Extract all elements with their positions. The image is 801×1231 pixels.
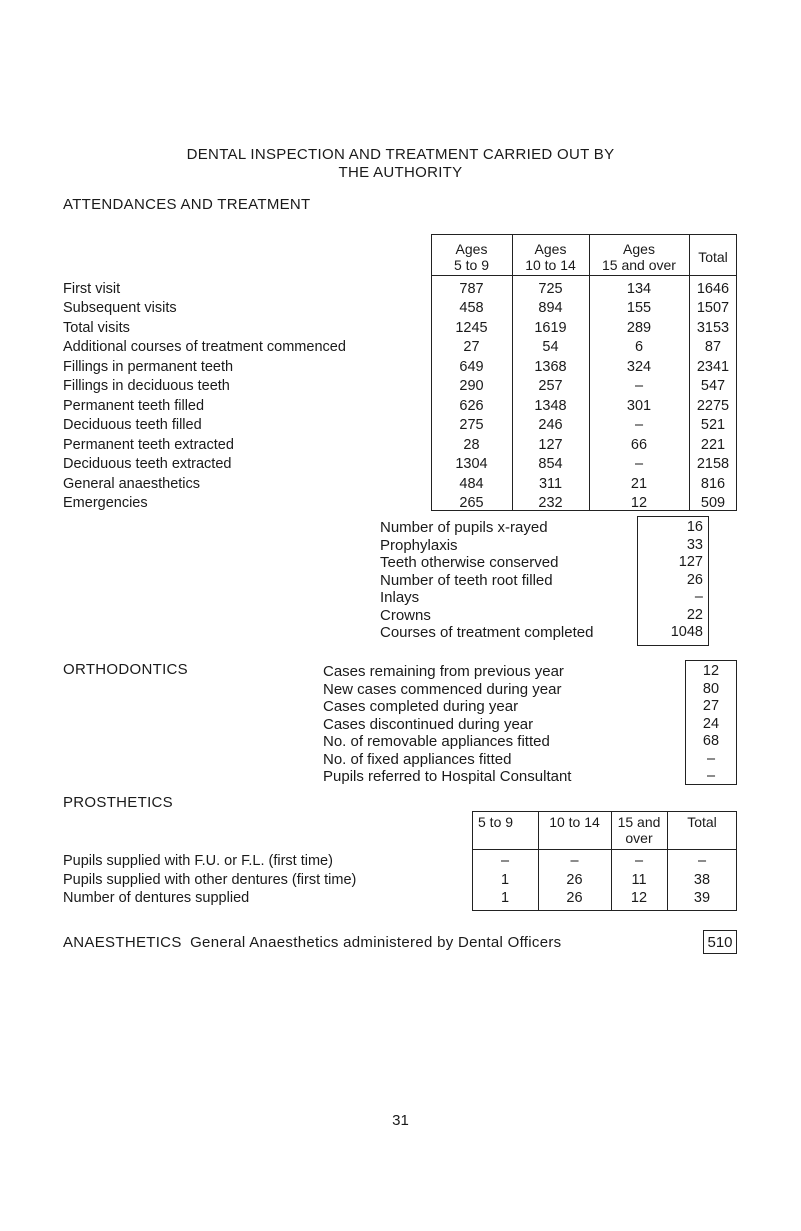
table-cell: 54	[542, 339, 559, 355]
prosthetics-row-label: Number of dentures supplied	[63, 890, 250, 906]
orthodontics-heading: ORTHODONTICS	[63, 661, 188, 678]
table-cell: 2275	[696, 398, 730, 414]
table-cell: 246	[538, 417, 563, 433]
table-cell: 1245	[455, 320, 488, 336]
table-row-label: Permanent teeth extracted	[63, 437, 234, 453]
table-cell: 289	[626, 320, 652, 336]
table-cell: 290	[459, 378, 484, 394]
prosthetics-heading: PROSTHETICS	[63, 794, 173, 811]
table-cell: 28	[463, 437, 480, 453]
prosthetics-cell: 38	[693, 872, 711, 888]
prosthetics-col-header: Total	[687, 814, 717, 830]
orthodontics-row-label: Pupils referred to Hospital Consultant	[323, 768, 572, 785]
summary-row-value: –	[694, 589, 703, 605]
orthodontics-row-value: 80	[702, 681, 720, 697]
table-cell: 626	[459, 398, 484, 414]
table-cell: –	[634, 417, 644, 433]
table-cell: –	[634, 456, 644, 472]
prosthetics-cell: –	[500, 853, 510, 869]
table-row-label: Fillings in permanent teeth	[63, 359, 234, 375]
summary-row-label: Crowns	[380, 607, 431, 624]
table-cell: 221	[700, 437, 726, 453]
anaesthetics-line	[63, 934, 561, 951]
table-cell: 1646	[696, 281, 730, 297]
table-cell: 257	[538, 378, 563, 394]
table-cell: 155	[626, 300, 652, 316]
attendances-heading: ATTENDANCES AND TREATMENT	[63, 196, 311, 213]
table-cell: 27	[463, 339, 480, 355]
table-cell: 66	[630, 437, 648, 453]
table-cell: 1348	[534, 398, 567, 414]
orthodontics-row-label: Cases completed during year	[323, 698, 519, 715]
table-cell: 324	[626, 359, 652, 375]
table-cell: 311	[538, 476, 563, 492]
orthodontics-row-label: No. of removable appliances fitted	[323, 733, 550, 750]
table-cell: 509	[700, 495, 726, 511]
table-cell: 725	[538, 281, 563, 297]
orthodontics-row-value: 24	[702, 716, 720, 732]
prosthetics-cell: –	[697, 853, 707, 869]
table-cell: 1507	[696, 300, 730, 316]
table-cell: 232	[538, 495, 563, 511]
table-cell: 21	[630, 476, 648, 492]
table-cell: 649	[459, 359, 484, 375]
prosthetics-row-label: Pupils supplied with F.U. or F.L. (first time)	[63, 853, 333, 869]
prosthetics-header-divider	[472, 849, 737, 850]
table-cell: 854	[538, 456, 563, 472]
attendances-col-header: Total	[698, 249, 728, 265]
prosthetics-col-header: 15 and over	[617, 814, 661, 846]
summary-row-value: 16	[686, 519, 703, 535]
prosthetics-cell: 1	[500, 890, 510, 906]
prosthetics-cell: 12	[630, 890, 648, 906]
summary-row-value: 26	[686, 572, 703, 588]
summary-row-value: 22	[686, 607, 703, 623]
attendances-col-header: Ages 15 and over	[602, 241, 676, 273]
table-row-label: Additional courses of treatment commenced	[63, 339, 346, 355]
prosthetics-cell: –	[634, 853, 644, 869]
orthodontics-row-value: –	[706, 751, 716, 767]
summary-row-value: 127	[678, 554, 703, 570]
table-row-label: Emergencies	[63, 495, 148, 511]
summary-row-value: 1048	[670, 624, 703, 640]
table-cell: 6	[634, 339, 644, 355]
table-cell: 787	[459, 281, 484, 297]
anaesthetics-heading: ANAESTHETICS	[63, 934, 182, 951]
table-row-label: Total visits	[63, 320, 130, 336]
page-number: 31	[392, 1112, 409, 1129]
summary-row-value: 33	[686, 537, 703, 553]
attendances-header-divider	[431, 275, 737, 276]
orthodontics-row-label: No. of fixed appliances fitted	[323, 751, 512, 768]
orthodontics-row-value: 27	[702, 698, 720, 714]
prosthetics-cell: 26	[566, 890, 583, 906]
prosthetics-cell: 39	[693, 890, 711, 906]
table-cell: –	[634, 378, 644, 394]
table-cell: 2341	[696, 359, 730, 375]
table-cell: 484	[459, 476, 484, 492]
prosthetics-cell: 1	[500, 872, 510, 888]
table-cell: 1368	[534, 359, 567, 375]
orthodontics-row-value: 68	[702, 733, 720, 749]
table-cell: 458	[459, 300, 484, 316]
attendances-col-header: Ages 5 to 9	[453, 241, 490, 273]
document-title-line2: THE AUTHORITY	[338, 164, 463, 181]
anaesthetics-label: General Anaesthetics administered by Dental Officers	[190, 934, 562, 951]
prosthetics-cell: 26	[566, 872, 583, 888]
attendances-col-header: Ages 10 to 14	[525, 241, 576, 273]
table-row-label: Deciduous teeth extracted	[63, 456, 232, 472]
table-cell: 894	[538, 300, 563, 316]
prosthetics-cell: –	[570, 853, 579, 869]
table-row-label: First visit	[63, 281, 121, 297]
summary-row-label: Courses of treatment completed	[380, 624, 594, 641]
table-cell: 2158	[696, 456, 730, 472]
table-row-label: Fillings in deciduous teeth	[63, 378, 230, 394]
table-row-label: Subsequent visits	[63, 300, 177, 316]
prosthetics-col-header: 10 to 14	[549, 814, 600, 830]
table-cell: 3153	[696, 320, 730, 336]
table-cell: 127	[538, 437, 563, 453]
table-row-label: Permanent teeth filled	[63, 398, 205, 414]
anaesthetics-value: 510	[707, 934, 733, 951]
table-row-label: General anaesthetics	[63, 476, 201, 492]
table-cell: 547	[700, 378, 726, 394]
summary-row-label: Teeth otherwise conserved	[380, 554, 559, 571]
table-cell: 1619	[534, 320, 567, 336]
summary-row-label: Number of teeth root filled	[380, 572, 553, 589]
orthodontics-row-value: –	[706, 768, 716, 784]
table-cell: 816	[700, 476, 726, 492]
table-row-label: Deciduous teeth filled	[63, 417, 202, 433]
table-cell: 12	[630, 495, 648, 511]
table-cell: 134	[626, 281, 652, 297]
summary-row-label: Inlays	[380, 589, 420, 606]
prosthetics-row-label: Pupils supplied with other dentures (first time)	[63, 872, 357, 888]
prosthetics-col-header: 5 to 9	[478, 814, 514, 830]
prosthetics-cell: 11	[631, 872, 647, 888]
table-cell: 275	[459, 417, 484, 433]
orthodontics-row-label: Cases remaining from previous year	[323, 663, 564, 680]
table-cell: 1304	[455, 456, 488, 472]
document-title-line1: DENTAL INSPECTION AND TREATMENT CARRIED OUT BY	[186, 146, 615, 163]
table-cell: 265	[459, 495, 484, 511]
table-cell: 521	[700, 417, 726, 433]
summary-row-label: Prophylaxis	[380, 537, 458, 554]
summary-row-label: Number of pupils x-rayed	[380, 519, 548, 536]
table-cell: 301	[626, 398, 652, 414]
orthodontics-row-label: New cases commenced during year	[323, 681, 562, 698]
orthodontics-row-value: 12	[702, 663, 720, 679]
table-cell: 87	[704, 339, 722, 355]
orthodontics-row-label: Cases discontinued during year	[323, 716, 534, 733]
